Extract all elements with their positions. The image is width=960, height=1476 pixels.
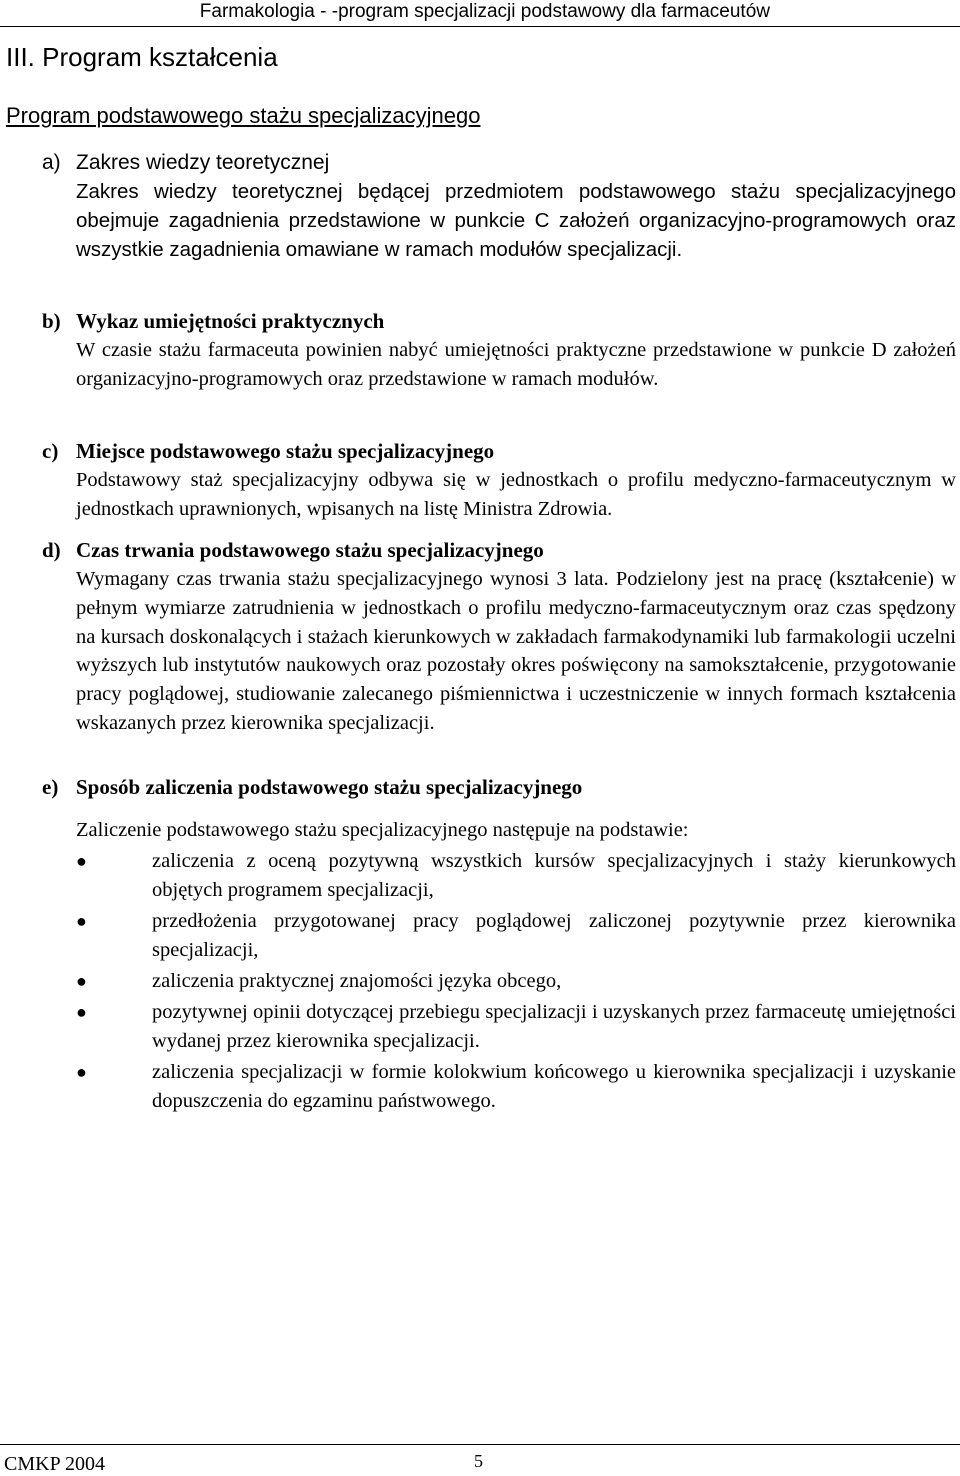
bullet-icon: ● — [76, 1002, 87, 1022]
footer-divider — [0, 1444, 960, 1445]
list-item-text: przedłożenia przygotowanej pracy poglądowej zaliczonej pozytywnie przez kierownika specjalizacji, — [152, 910, 956, 961]
bullet-icon: ● — [76, 851, 87, 871]
list-item — [76, 967, 956, 996]
header-divider — [0, 26, 960, 27]
section-letter: d) — [42, 538, 61, 562]
section-title: Wykaz umiejętności praktycznych — [76, 309, 385, 333]
completion-criteria-list — [76, 847, 956, 1116]
section-internship-duration — [42, 535, 956, 738]
section-body: Wymagany czas trwania stażu specjalizacyjnego wynosi 3 lata. Podzielony jest na pracę (kształcenie) w pełnym wymiarze zatrudnienia w jednostkach o profilu medyczno-farmaceutycznym oraz czas spędzony na kursach doskonalących i stażach kierunkowych w zakładach farmakodynamiki lub farmakologii uczelni wyższych lub instytutów naukowych oraz pozostały okres poświęcony na samokształcenie, przygotowanie pracy poglądowej, studiowanie zalecanego piśmiennictwa i uczestniczenie w innych formach kształcenia wskazanych przez kierownika specjalizacji. — [76, 568, 956, 734]
section-body: Podstawowy staż specjalizacyjny odbywa się w jednostkach o profilu medyczno-farmaceutycznym w jednostkach uprawnionych, wpisanych na listę Ministra Zdrowia. — [76, 469, 956, 520]
bullet-icon: ● — [76, 1062, 87, 1082]
section-letter: e) — [42, 775, 59, 799]
section-heading — [42, 306, 956, 336]
section-intro: Zaliczenie podstawowego stażu specjalizacyjnego następuje na podstawie: — [76, 819, 689, 841]
list-item-text: zaliczenia specjalizacji w formie kolokwium końcowego u kierownika specjalizacji i uzyskanie dopuszczenia do egzaminu państwowego. — [152, 1061, 956, 1112]
list-item — [76, 847, 956, 905]
section-letter: b) — [42, 309, 61, 333]
page-number: 5 — [474, 1451, 483, 1471]
section-heading — [42, 436, 956, 466]
list-item-text: zaliczenia z oceną pozytywną wszystkich kursów specjalizacyjnych i staży kierunkowych objętych programem specjalizacji, — [152, 850, 956, 901]
section-internship-place — [42, 436, 956, 524]
list-item — [76, 907, 956, 965]
list-item-text: zaliczenia praktycznej znajomości języka obcego, — [152, 970, 562, 992]
section-heading — [42, 535, 956, 565]
list-item-text: pozytywnej opinii dotyczącej przebiegu specjalizacji i uzyskanych przez farmaceutę umiejętności wydanej przez kierownika specjalizacji. — [152, 1001, 956, 1052]
section-title: Miejsce podstawowego stażu specjalizacyjnego — [76, 439, 495, 463]
section-letter: c) — [42, 439, 59, 463]
bullet-icon: ● — [76, 911, 87, 931]
list-item — [76, 1058, 956, 1116]
section-practical-skills — [42, 306, 956, 394]
section-completion-method — [42, 772, 956, 1116]
section-title: Zakres wiedzy teoretycznej — [76, 151, 330, 174]
section-title: Sposób zaliczenia podstawowego stażu specjalizacyjnego — [76, 775, 583, 799]
section-body: Zakres wiedzy teoretycznej będącej przedmiotem podstawowego stażu specjalizacyjnego obejmuje zagadnienia przedstawione w punkcie C założeń organizacyjno-programowych oraz wszystkie zagadnienia omawiane w ramach modułów specjalizacji. — [76, 180, 956, 261]
footer-organization: CMKP 2004 — [4, 1453, 105, 1475]
bullet-icon: ● — [76, 971, 87, 991]
running-header: Farmakologia - -program specjalizacji podstawowy dla farmaceutów — [199, 1, 770, 22]
chapter-title: III. Program kształcenia — [6, 42, 278, 72]
section-title: Czas trwania podstawowego stażu specjalizacyjnego — [76, 538, 544, 562]
list-item — [76, 998, 956, 1056]
section-body: W czasie stażu farmaceuta powinien nabyć umiejętności praktyczne przedstawione w punkcie D założeń organizacyjno-programowych oraz przedstawione w ramach modułów. — [76, 339, 956, 390]
section-heading — [42, 772, 956, 802]
section-letter: a) — [42, 151, 61, 174]
program-title: Program podstawowego stażu specjalizacyjnego — [6, 103, 481, 128]
section-theoretical-knowledge — [42, 148, 956, 264]
section-heading — [42, 148, 956, 178]
